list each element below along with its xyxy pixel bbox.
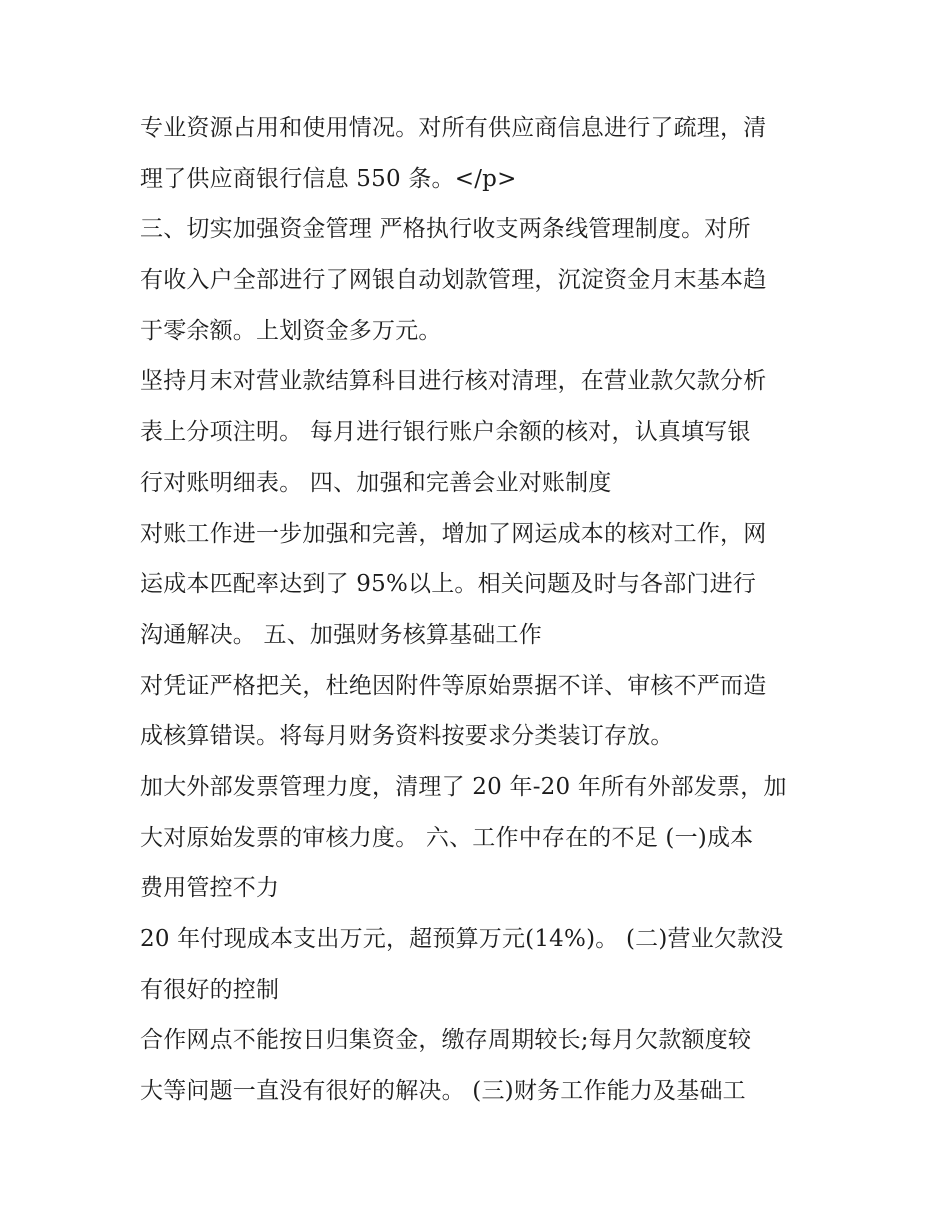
text-line: 合作网点不能按日归集资金，缴存周期较长;每月欠款额度较 [140, 1027, 752, 1054]
text-line: 沟通解决。 五、加强财务核算基础工作 [140, 621, 542, 648]
text-line: 有很好的控制 [140, 976, 280, 1003]
text-line: 成核算错误。将每月财务资料按要求分类装订存放。 [140, 723, 674, 750]
text-line: 20 年付现成本支出万元，超预算万元(14%)。 (二)营业欠款没 [140, 926, 784, 952]
text-line: 有收入户全部进行了网银自动划款管理，沉淀资金月末基本趋 [140, 267, 767, 294]
text-line: 对凭证严格把关，杜绝因附件等原始票据不详、审核不严而造 [140, 672, 767, 699]
document-body [140, 103, 830, 1117]
text-line: 对账工作进一步加强和完善，增加了网运成本的核对工作，网 [140, 520, 767, 547]
text-line: 大对原始发票的审核力度。 六、工作中存在的不足 (一)成本 [140, 824, 754, 851]
text-line: 专业资源占用和使用情况。对所有供应商信息进行了疏理，清 [140, 115, 767, 141]
text-line: 运成本匹配率达到了 95%以上。相关问题及时与各部门进行 [140, 571, 757, 598]
text-line: 于零余额。上划资金多万元。 [140, 317, 442, 344]
text-line: 表上分项注明。 每月进行银行账户余额的核对，认真填写银 [140, 419, 751, 446]
text-line: 坚持月末对营业款结算科目进行核对清理，在营业款欠款分析 [140, 368, 767, 395]
text-line: 三、切实加强资金管理 严格执行收支两条线管理制度。对所 [140, 216, 751, 243]
text-line: 费用管控不力 [140, 875, 280, 902]
text-line: 理了供应商银行信息 550 条。</p> [140, 165, 517, 192]
text-line: 加大外部发票管理力度，清理了 20 年-20 年所有外部发票，加 [140, 773, 787, 800]
text-line: 行对账明细表。 四、加强和完善会业对账制度 [140, 469, 612, 496]
text-line: 大等问题一直没有很好的解决。 (三)财务工作能力及基础工 [140, 1078, 746, 1105]
